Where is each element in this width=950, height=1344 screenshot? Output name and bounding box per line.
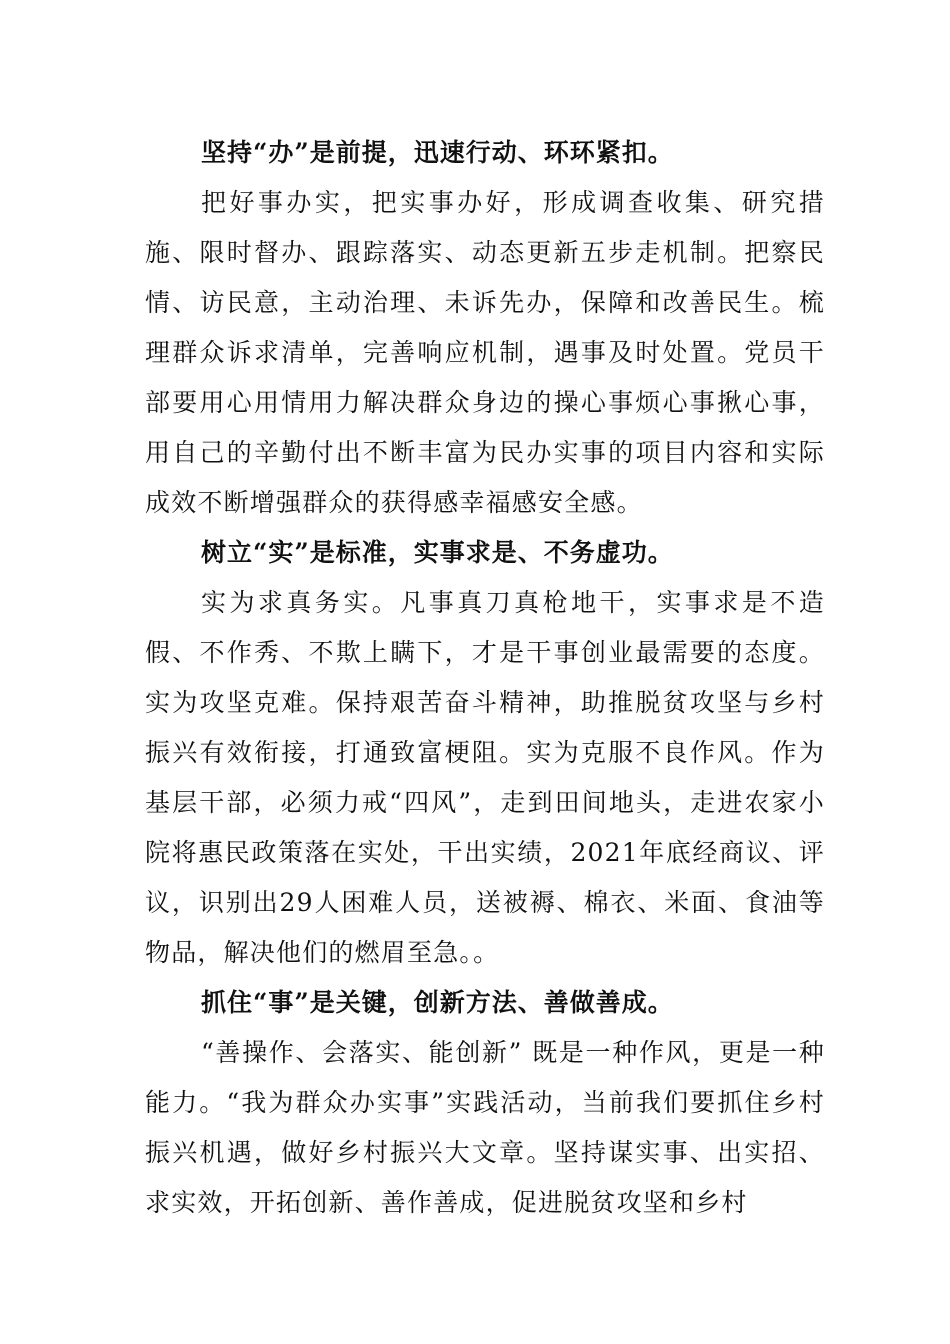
section-heading-shi-event: 抓住“事”是关键，创新方法、善做善成。 — [201, 988, 674, 1017]
section-paragraph-shi: 实为求真务实。凡事真刀真枪地干，实事求是不造假、不作秀、不欺上瞒下，才是干事创业最需要的态度。实为攻坚克难。保持艰苦奋斗精神，助推脱贫攻坚与乡村振兴有效衔接，打通致富梗阻。实为克服不良作风。作为基层干部，必须力戒“四风”，走到田间地头，走进农家小院将惠民政策落在实处，干出实绩，2021年底经商议、评议，识别出29人困难人员，送被褥、棉衣、米面、食油等物品，解决他们的燃眉至急。。 — [145, 588, 825, 967]
section-paragraph-shi-event: “善操作、会落实、能创新” 既是一种作风，更是一种能力。“我为群众办实事”实践活动，当前我们要抓住乡村振兴机遇，做好乡村振兴大文章。坚持谋实事、出实招、求实效，开拓创新、善作善成，促进脱贫攻坚和乡村 — [145, 1038, 825, 1217]
section-heading-ban: 坚持“办”是前提，迅速行动、环环紧扣。 — [201, 138, 674, 167]
section-heading-shi: 树立“实”是标准，实事求是、不务虚功。 — [201, 538, 674, 567]
section-paragraph-ban: 把好事办实，把实事办好，形成调查收集、研究措施、限时督办、跟踪落实、动态更新五步走机制。把察民情、访民意，主动治理、未诉先办，保障和改善民生。梳理群众诉求清单，完善响应机制，遇事及时处置。党员干部要用心用情用力解决群众身边的操心事烦心事揪心事，用自己的辛勤付出不断丰富为民办实事的项目内容和实际成效不断增强群众的获得感幸福感安全感。 — [145, 188, 825, 517]
document-body — [145, 128, 825, 1228]
